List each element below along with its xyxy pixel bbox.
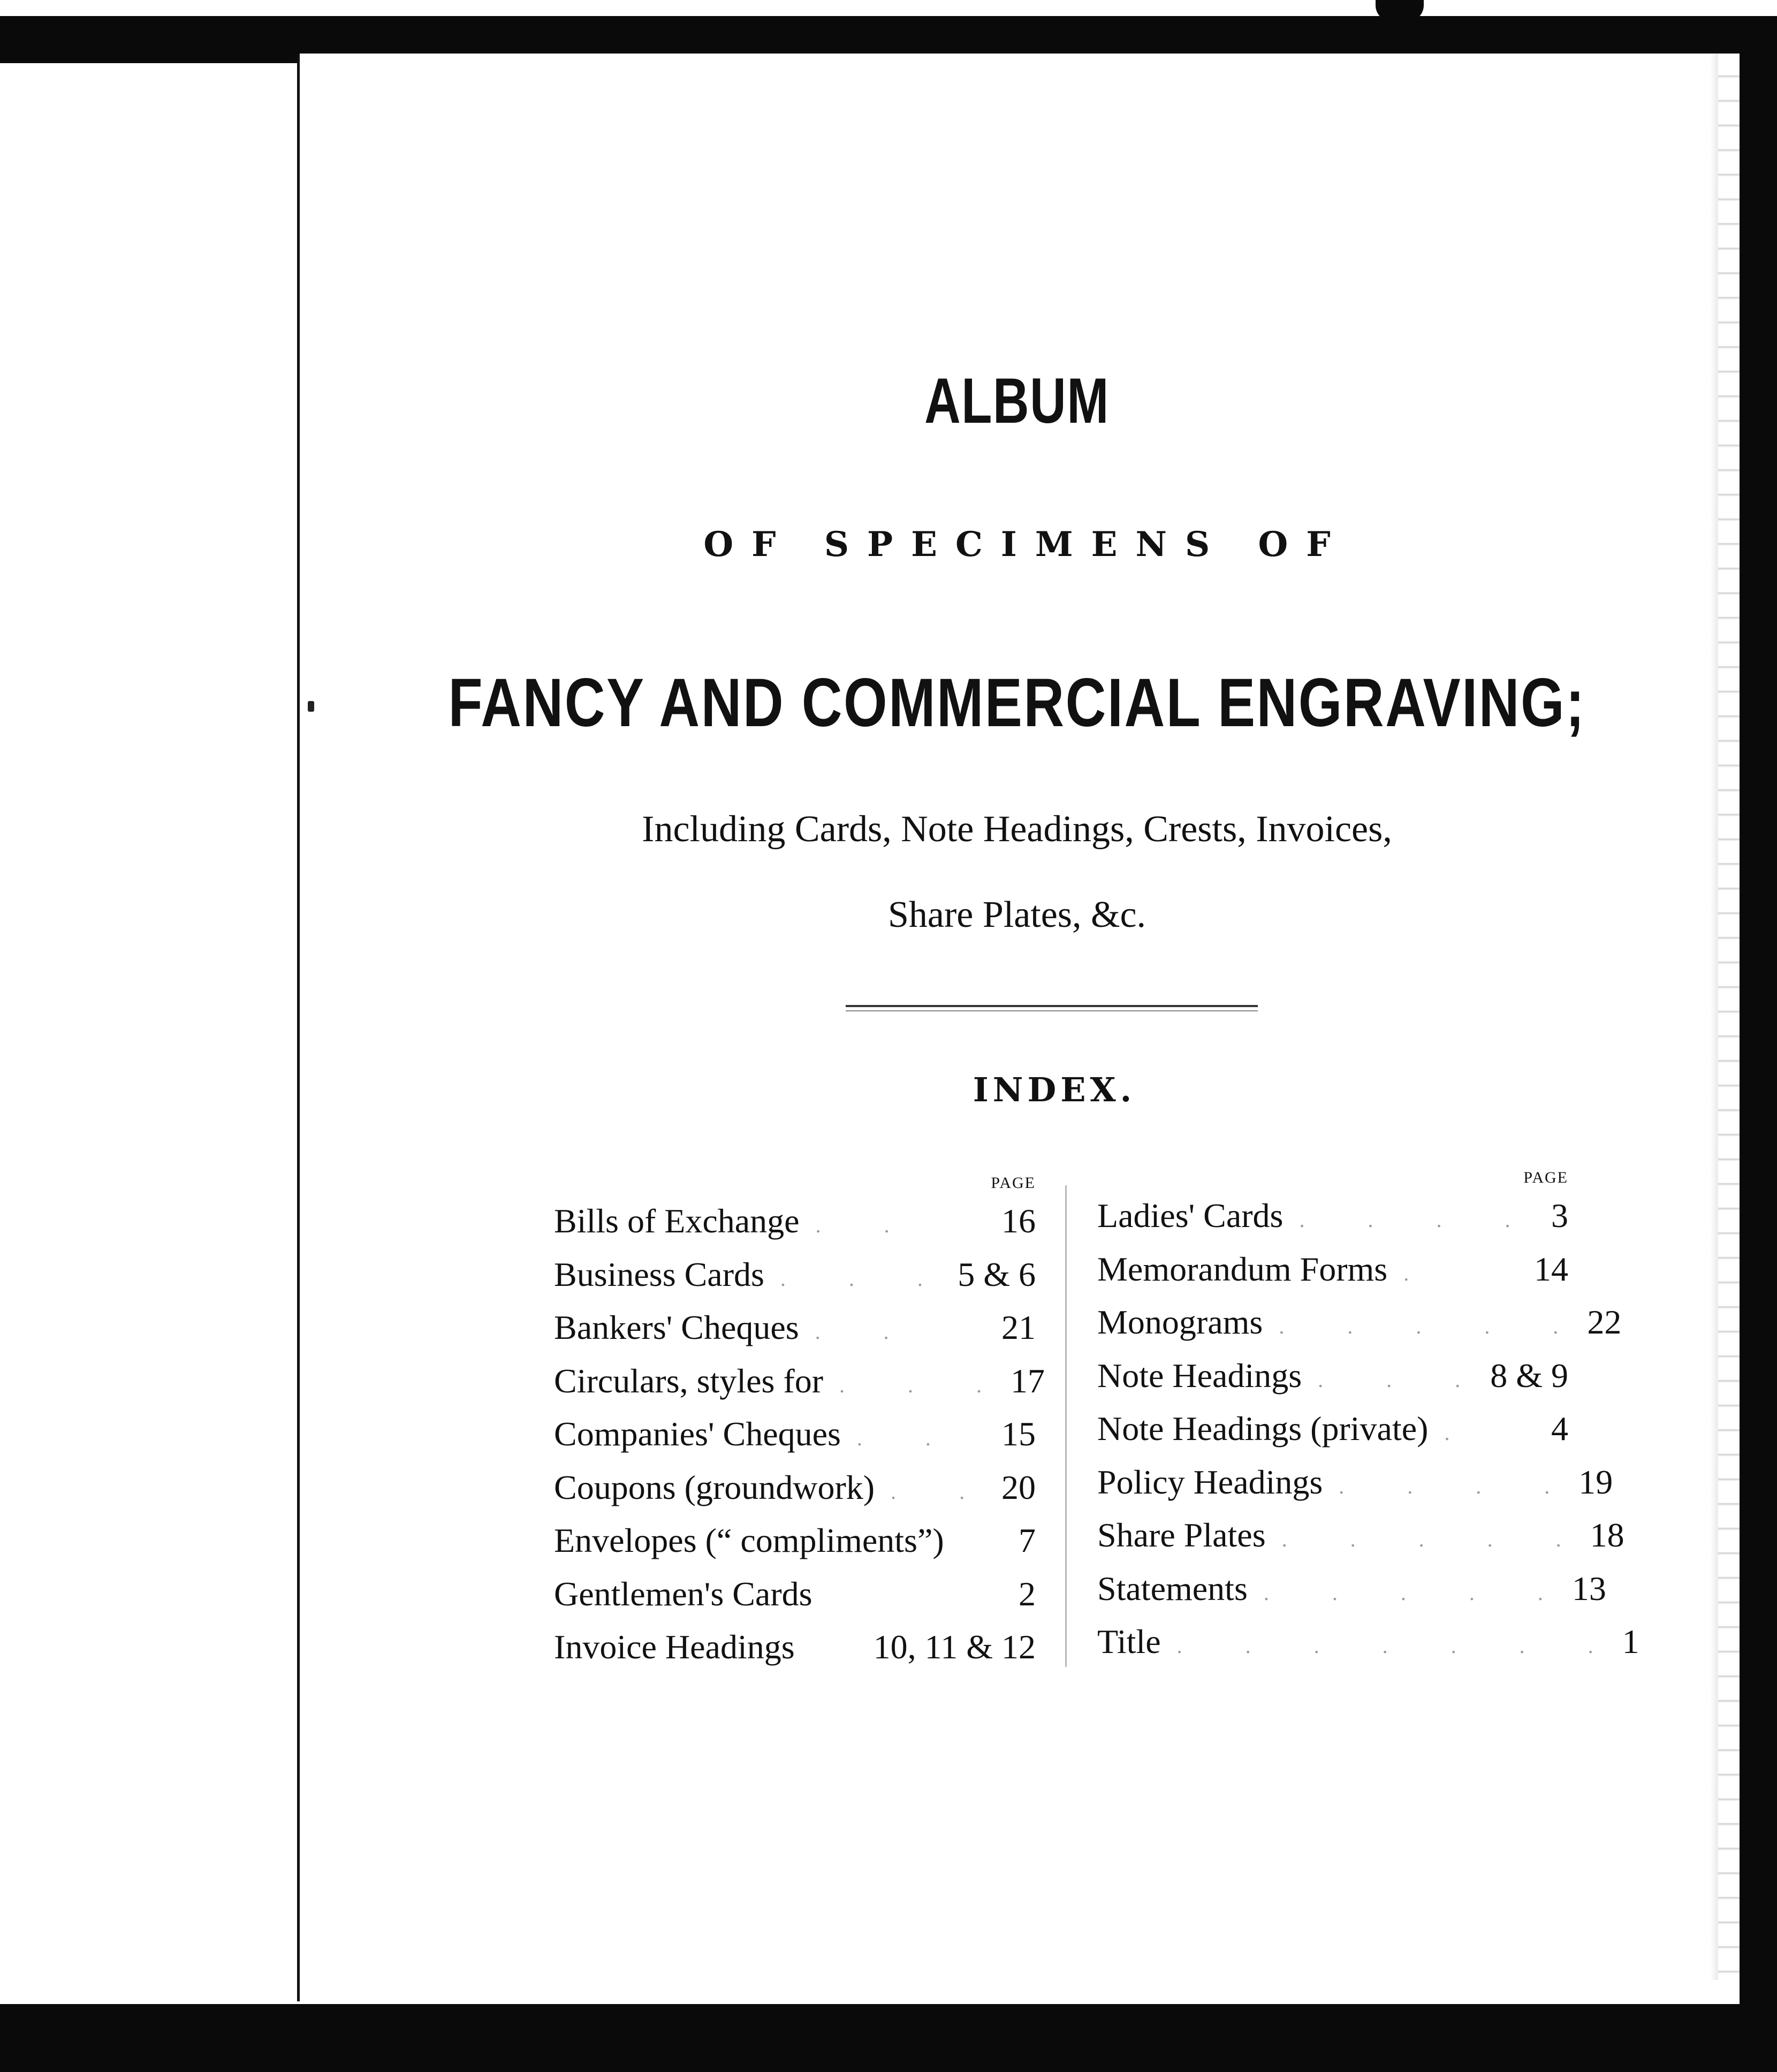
index-entry-label: Note Headings (private) (1097, 1410, 1429, 1448)
index-entry (554, 1248, 1036, 1301)
left-page-edge (0, 63, 300, 73)
index-entry-page: 1 (1622, 1622, 1639, 1660)
index-entry (554, 1620, 1036, 1674)
index-column-left (554, 1172, 1045, 1674)
title-page (297, 54, 1740, 2001)
index-entry-page: 21 (1001, 1308, 1036, 1346)
page-column-label: PAGE (1523, 1169, 1568, 1186)
index-entry-leader: . . (856, 1426, 960, 1450)
index-entry-label: Share Plates (1097, 1516, 1266, 1554)
column-divider (1065, 1185, 1067, 1667)
index-entry-page: 15 (1001, 1415, 1036, 1453)
binding-mark (308, 701, 314, 712)
index-entry-label: Business Cards (554, 1255, 764, 1293)
left-page (0, 72, 332, 2004)
subtitle-line-1: Including Cards, Note Headings, Crests, Invoices, (642, 809, 1392, 850)
index-entry-label: Companies' Cheques (554, 1415, 841, 1453)
index-entry-page: 13 (1571, 1569, 1606, 1608)
index-entry-page: 7 (1019, 1521, 1036, 1559)
index-entry-page: 22 (1587, 1303, 1622, 1341)
index-entry-leader: . . . (1318, 1367, 1490, 1392)
scan-border-bottom (0, 2004, 1777, 2072)
index-entry (1097, 1243, 1568, 1296)
index-entry (554, 1461, 1036, 1514)
index-entry (1097, 1402, 1568, 1456)
index-entry-leader: . . . (780, 1266, 952, 1291)
index-entry (554, 1354, 1045, 1408)
index-entry-page: 17 (1011, 1361, 1045, 1400)
index-entry (1097, 1189, 1568, 1243)
index-entry-label: Circulars, styles for (554, 1361, 823, 1400)
index-entry-label: Policy Headings (1097, 1462, 1323, 1501)
index-entry-leader: . (1403, 1261, 1438, 1285)
index-entry-label: Statements (1097, 1569, 1248, 1608)
index-entry-label: Coupons (groundwork) (554, 1468, 875, 1506)
index-entry-leader: . . . . . (1281, 1527, 1590, 1551)
index-entry-label: Ladies' Cards (1097, 1197, 1284, 1235)
index-entry-page: 3 (1551, 1197, 1568, 1235)
index-entry-page: 10, 11 & 12 (873, 1628, 1036, 1666)
index-entry (554, 1407, 1036, 1461)
index-entry-label: Monograms (1097, 1303, 1263, 1341)
index-column-right (1097, 1167, 1639, 1669)
scan-border-clip (1376, 0, 1424, 21)
index-entry-leader: . . (815, 1320, 918, 1344)
index-entry (1097, 1349, 1568, 1403)
index-entry (1097, 1615, 1639, 1669)
index-entry-leader: . . . . . (1263, 1580, 1572, 1605)
index-entry-label: Bills of Exchange (554, 1202, 800, 1240)
index-entry-leader: . . (815, 1213, 918, 1237)
index-entry-page: 16 (1001, 1202, 1036, 1240)
index-entry-leader: . . (891, 1479, 994, 1504)
index-entry (1097, 1456, 1613, 1509)
index-entry-label: Gentlemen's Cards (554, 1574, 812, 1613)
page-edge-strip (1718, 54, 1740, 1980)
index-entry-page: 14 (1534, 1250, 1568, 1288)
album-title: ALBUM (924, 365, 1110, 437)
index-entry-page: 8 & 9 (1490, 1356, 1568, 1395)
index-entry-page: 19 (1578, 1462, 1613, 1501)
index-heading: INDEX. (973, 1070, 1136, 1109)
index-entry (1097, 1509, 1624, 1562)
decorative-rule (846, 1005, 1258, 1011)
subtitle-line-2: Share Plates, &c. (887, 894, 1146, 935)
index-entry-leader: . (1444, 1421, 1479, 1445)
index-entry-label: Invoice Headings (554, 1628, 795, 1666)
scan-border-right (1740, 16, 1777, 2072)
index-entry (554, 1301, 1036, 1354)
specimens-subheading: OF SPECIMENS OF (703, 524, 1349, 565)
index-entry-label: Envelopes (“ compliments”) (554, 1521, 944, 1559)
index-entry-leader: . . . . . (1279, 1314, 1588, 1338)
index-entry-page: 18 (1590, 1516, 1624, 1554)
index-entry (1097, 1296, 1622, 1349)
index-entry (554, 1567, 1036, 1621)
index-entry-leader: . . . . . . . (1176, 1634, 1622, 1658)
index-entry-label: Bankers' Cheques (554, 1308, 799, 1346)
index-entry (554, 1194, 1036, 1248)
index-entry (1097, 1562, 1606, 1616)
index-entry-page: 4 (1551, 1410, 1568, 1448)
index-entry-page: 20 (1001, 1468, 1036, 1506)
main-heading: FANCY AND COMMERCIAL ENGRAVING; (448, 665, 1586, 741)
index-entry-label: Note Headings (1097, 1356, 1302, 1395)
index-entry-page: 5 & 6 (958, 1255, 1036, 1293)
index-entry-page: 2 (1019, 1574, 1036, 1613)
index-entry-leader: . . . . (1339, 1474, 1579, 1498)
index-entry (554, 1514, 1036, 1567)
index-entry-label: Memorandum Forms (1097, 1250, 1388, 1288)
page-column-label: PAGE (991, 1174, 1036, 1192)
index-entry-leader: . . . (839, 1373, 1011, 1397)
index-entry-leader: . . . . (1299, 1208, 1539, 1232)
index-entry-label: Title (1097, 1622, 1161, 1660)
